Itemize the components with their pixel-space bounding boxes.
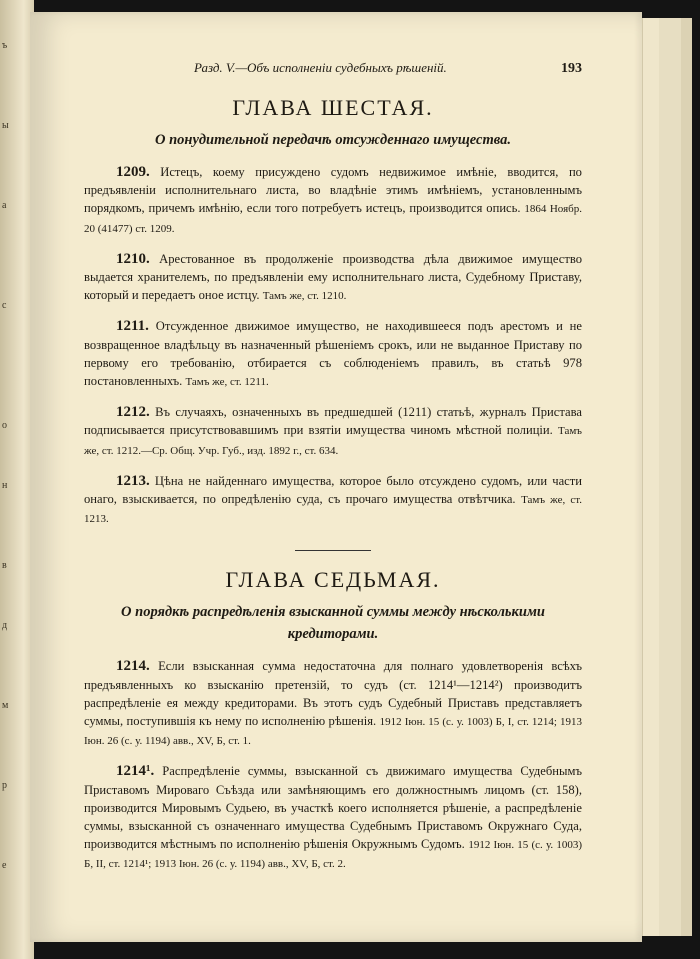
article-number: 1210. [116, 250, 150, 267]
chapter-title: ГЛАВА СЕДЬМАЯ. [225, 567, 441, 593]
article [84, 657, 582, 750]
article [84, 762, 582, 873]
article-reference: Тамъ же, ст. 1213. [84, 494, 582, 526]
article-reference: Тамъ же, ст. 1211. [185, 376, 269, 389]
article-text: Истецъ, коему присуждено судомъ недвижимое имѣнiе, вводится, по предъявленiи исполнительнаго листа, во владѣнiе этимъ имѣнiемъ, установленнымъ порядкомъ, причемъ имѣнiю, если того потребуетъ истецъ, производится опись. [84, 165, 582, 216]
article-text: Въ случаяхъ, означенныхъ въ предшедшей (1211) статьѣ, журналъ Пристава подписывается присутствовавшимъ при взятiи имущества чиномъ мѣстной полицiи. [84, 405, 583, 438]
article-reference: 1864 Ноябр. 20 (41477) ст. 1209. [84, 203, 583, 235]
article-text: Если взысканная сумма недостаточна для полнаго удовлетворенiя всѣхъ предъявленныхъ ко взысканiю претензiй, то судъ (ст. 1214¹—1214²) производитъ распредѣленiе ея между кредиторами. Въ этотъ судъ Судебный Приставъ представляетъ суммы, поступившiя къ нему по исполненiю рѣшенiя. [84, 659, 582, 729]
section-divider [295, 550, 371, 551]
article [84, 403, 582, 460]
article [84, 317, 582, 391]
article-number: 1209. [116, 164, 150, 180]
section-title: Разд. V.—Объ исполненiи судебныхъ рѣшенiй. [194, 60, 447, 75]
page-stack-edge [642, 18, 659, 936]
article [84, 163, 582, 238]
article-number: 1211. [116, 318, 149, 335]
article-text: Отсужденное движимое имущество, не находившееся подъ арестомъ и не возвращенное владѣльцу въ назначенный рѣшенiемъ срокъ, или не выданное Приставу по первому его требованiю, отбирается съ соблюденiемъ правилъ, въ статьѣ 978 постановленныхъ. [84, 319, 582, 389]
article-reference: 1912 Iюн. 15 (с. у. 1003) Б, II, ст. 1214¹; 1913 Iюн. 26 (с. у. 1194) авв., XV, Б, ст. 2. [84, 839, 582, 871]
page-content [84, 60, 582, 874]
article-text: Арестованное въ продолженiе производства дѣла движимое имущество выдается хранителемъ, по предъявленiи ему исполнительнаго листа, Судебному Приставу, который и передаетъ оное истцу. [84, 251, 582, 303]
article-number: 1213. [116, 472, 150, 489]
page-stack-edge [658, 18, 681, 936]
chapter-subtitle: О понудительной передачѣ отсужденнаго имущества. [155, 132, 511, 148]
facing-page-edge: ъ ы а с о н в д м р е [0, 0, 34, 959]
article [84, 250, 582, 306]
article-reference: 1912 Iюн. 15 (с. у. 1003) Б, I, ст. 1214; 1913 Iюн. 26 (с. у. 1194) авв., XV, Б, ст. 1. [84, 716, 583, 748]
page-number: 193 [561, 61, 582, 76]
article-reference: Тамъ же, ст. 1212.—Ср. Общ. Учр. Губ., изд. 1892 г., ст. 634. [84, 425, 582, 457]
article-number: 1214¹. [116, 763, 155, 780]
article-number: 1212. [116, 404, 150, 421]
article [84, 472, 582, 529]
book-page [30, 12, 642, 942]
chapter-subtitle: О порядкѣ распредѣленiя взысканной суммы между нѣсколькими кредиторами. [121, 604, 545, 643]
article-text: Цѣна не найденнаго имущества, которое было отсуждено судомъ, или части онаго, взыскивается, по опредѣленiю суда, съ прочаго имущества отвѣтчика. [84, 473, 582, 507]
article-text: Распредѣленiе суммы, взысканной съ движимаго имущества Судебнымъ Приставомъ Мироваго Съѣзда или замѣняющимъ его должностнымъ лицомъ (ст. 158), производится Мировымъ Судьею, въ участкѣ коего исполняется рѣшенiе, а распредѣленiе суммы, взысканной съ означеннаго имущества Судебнымъ Приставомъ Окружнаго Суда, производится мѣстнымъ по исполненiю рѣшенiя Окружнымъ Судомъ. [84, 764, 582, 852]
chapter-title: ГЛАВА ШЕСТАЯ. [232, 95, 434, 120]
article-reference: Тамъ же, ст. 1210. [262, 290, 347, 303]
page-stack-edge [680, 18, 692, 936]
article-number: 1214. [116, 658, 150, 675]
running-header [194, 60, 582, 77]
